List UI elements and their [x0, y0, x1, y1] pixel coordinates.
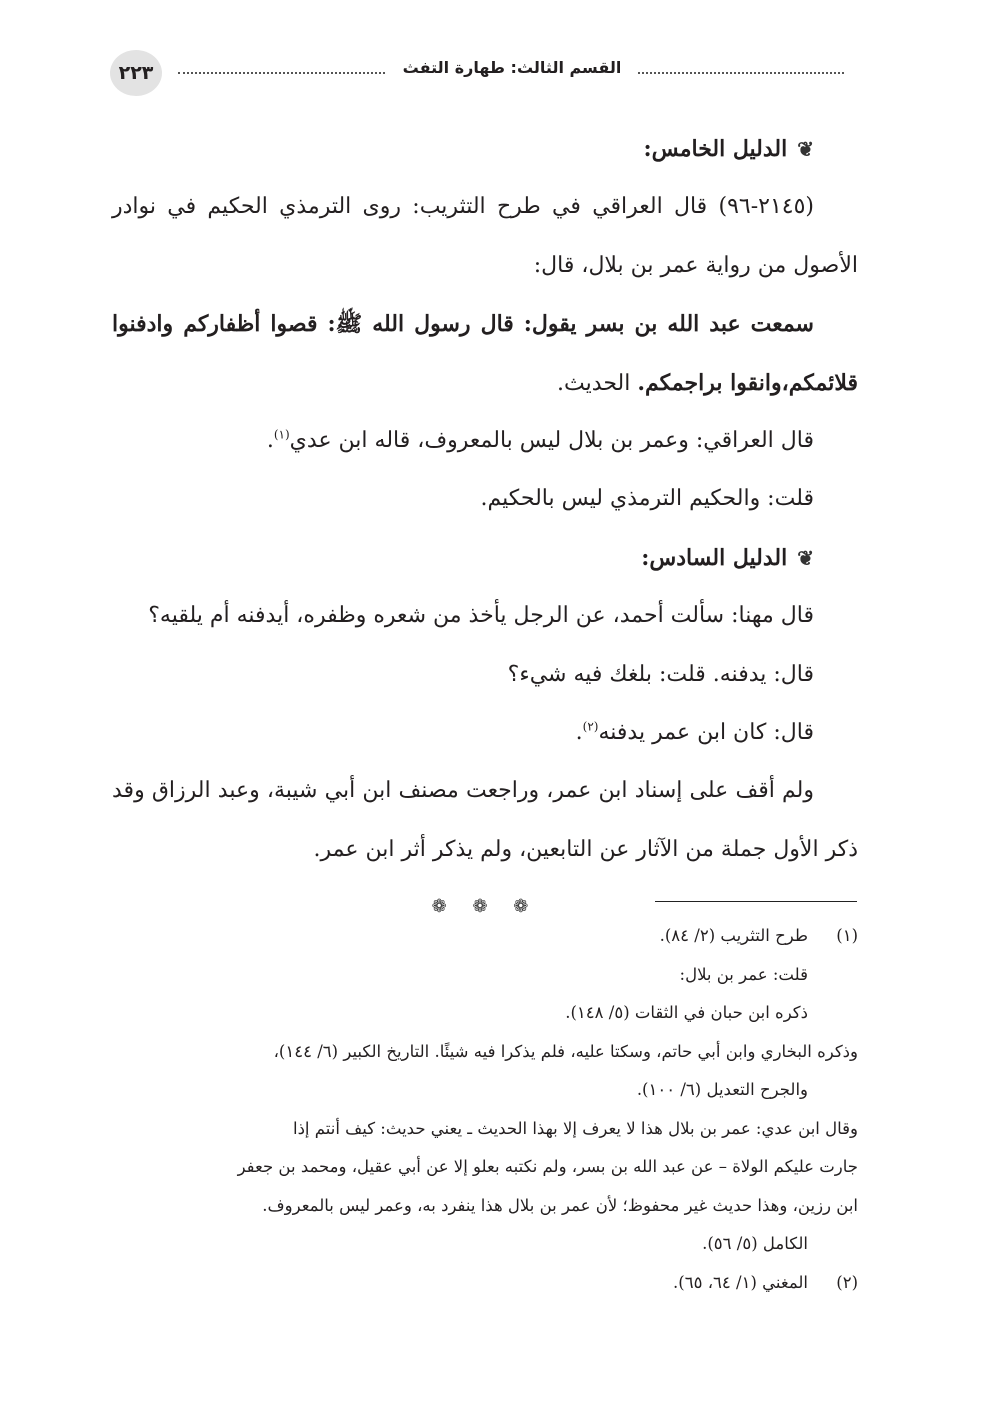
section-heading-label: الدليل السادس: [641, 544, 788, 571]
paragraph-line: قال مهنا: سألت أحمد، عن الرجل يأخذ من شعره وظفره، أيدفنه أم يلقيه؟ [148, 603, 814, 629]
paragraph-line [112, 704, 858, 762]
footnotes [112, 917, 858, 1302]
sentence-end: . [575, 719, 583, 745]
header-dotted-leader-right [638, 72, 844, 74]
header-dotted-leader-left [178, 72, 385, 74]
section-heading-label: الدليل الخامس: [643, 136, 788, 162]
hadith-line [112, 354, 858, 412]
running-header [108, 50, 846, 96]
footnote-line: قلت: عمر بن بلال: [679, 964, 808, 984]
paragraph-line: قلت: والحكيم الترمذي ليس بالحكيم. [480, 486, 814, 512]
footnote-line: ذكره ابن حبان في الثقات (٥/ ١٤٨). [565, 1003, 808, 1022]
footnote-line: والجرح التعديل (٦/ ١٠٠). [636, 1080, 808, 1099]
footnote-line: وقال ابن عدي: عمر بن بلال هذا لا يعرف إلا بهذا الحديث ـ يعني حديث: كيف أنتم إذا [293, 1118, 858, 1138]
footnote-marker: (٢) [582, 719, 599, 734]
main-text [112, 120, 858, 935]
leaf-ornament-icon: ❦ [797, 137, 814, 161]
paragraph-text: قال العراقي: وعمر بن بلال ليس بالمعروف، قاله ابن عدي [289, 427, 814, 453]
footnote-line: جارت عليكم الولاة – عن عبد الله بن بسر، ولم نكتبه بعلو إلا عن أبي عقيل، ومحمد بن جعفر [237, 1157, 858, 1176]
section-heading [112, 120, 858, 178]
footnote-marker: (١) [273, 427, 290, 442]
section-heading [112, 529, 858, 587]
footnote-text: طرح التثريب (٢/ ٨٤). [659, 926, 808, 945]
header-title: القسم الثالث: طهارة التفث [402, 58, 622, 77]
footnote-line: وذكره البخاري وابن أبي حاتم، وسكتا عليه، فلم يذكرا فيه شيئًا. التاريخ الكبير (٦/ ١٤٤)، [273, 1041, 858, 1061]
hadith-trailing-word: الحديث. [557, 370, 631, 396]
footnote-text: المغني (١/ ٦٤، ٦٥). [673, 1272, 808, 1292]
page-number: ٢٢٣ [110, 50, 162, 96]
footnote-rule [655, 901, 857, 902]
paragraph-line: قال: يدفنه. قلت: بلغك فيه شيء؟ [507, 661, 814, 687]
section-separator: ❁ ❁ ❁ [431, 896, 539, 918]
leaf-ornament-icon: ❦ [797, 545, 814, 570]
footnote-number: (٢) [836, 1272, 858, 1292]
paragraph-line: ولم أقف على إسناد ابن عمر، وراجعت مصنف ابن أبي شيبة، وعبد الرزاق وقد [112, 778, 814, 804]
paragraph-line: ذكر الأول جملة من الآثار عن التابعين، ولم يذكر أثر ابن عمر. [313, 836, 858, 862]
paragraph-text: قال: كان ابن عمر يدفنه [598, 719, 814, 745]
footnote-line [112, 917, 858, 956]
paragraph-line: الأصول من رواية عمر بن بلال، قال: [533, 252, 858, 278]
hadith-line: سمعت عبد الله بن بسر يقول: قال رسول الله ﷺ: قصوا أظفاركم وادفنوا [112, 311, 814, 338]
sentence-end: . [266, 427, 274, 453]
footnote-line: ابن رزين، وهذا حديث غير محفوظ؛ لأن عمر بن بلال هذا ينفرد به، وعمر ليس بالمعروف. [262, 1195, 858, 1215]
footnote-number: (١) [836, 926, 858, 945]
paragraph-line: (٢١٤٥-٩٦) قال العراقي في طرح التثريب: روى الترمذي الحكيم في نوادر [112, 194, 814, 220]
footnote-line: الكامل (٥/ ٥٦). [702, 1234, 808, 1253]
footnote-line [112, 1264, 858, 1303]
paragraph-line [112, 412, 858, 470]
hadith-text: قلائمكم،وانقوا براجمكم. [637, 369, 858, 396]
